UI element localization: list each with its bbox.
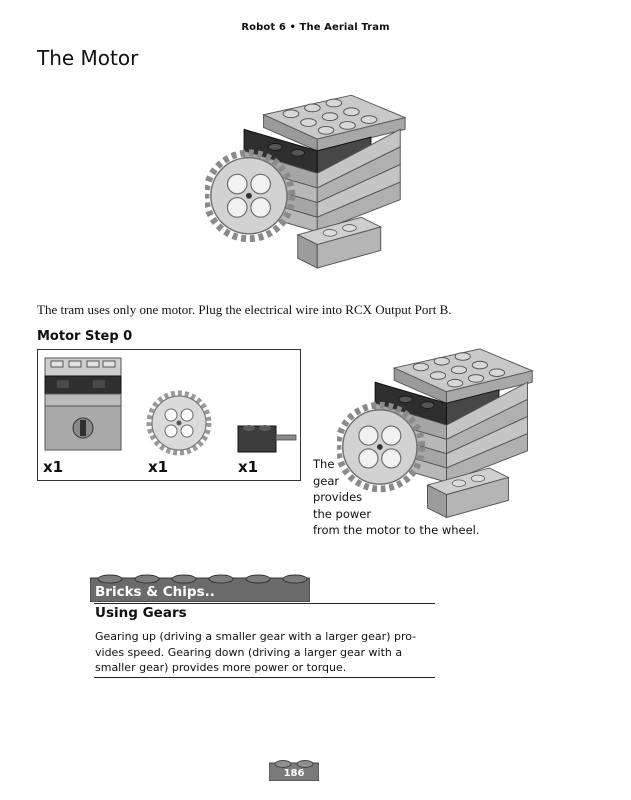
caption-line: from the motor to the wheel. bbox=[313, 523, 480, 537]
caption-line: gear bbox=[313, 473, 340, 488]
motor-assembly-illustration bbox=[205, 88, 410, 283]
sidebar-bottom-rule bbox=[94, 677, 435, 678]
sidebar-top-rule bbox=[94, 603, 435, 604]
gear-quantity: x1 bbox=[148, 458, 169, 476]
caption-line: provides bbox=[313, 490, 363, 504]
plate-quantity: x1 bbox=[238, 458, 259, 476]
sidebar-body-line: vides speed. Gearing down (driving a larger gear with a bbox=[95, 645, 403, 659]
parts-list-box bbox=[37, 349, 301, 481]
page-number: 186 bbox=[283, 768, 305, 779]
intro-paragraph: The tram uses only one motor. Plug the electrical wire into RCX Output Port B. bbox=[37, 302, 452, 317]
sidebar-body-line: smaller gear) provides more power or torque. bbox=[95, 661, 347, 674]
caption-line: The bbox=[313, 457, 335, 471]
sidebar-body bbox=[95, 629, 425, 676]
step-caption bbox=[313, 456, 613, 539]
running-head: Robot 6 • The Aerial Tram bbox=[241, 22, 390, 33]
sidebar-body-line: Gearing up (driving a smaller gear with a larger gear) pro- bbox=[95, 630, 417, 643]
plate-with-axle-icon bbox=[236, 416, 298, 454]
section-title: The Motor bbox=[37, 46, 139, 70]
sidebar-banner-label: Bricks & Chips.. bbox=[95, 584, 215, 600]
sidebar-title: Using Gears bbox=[95, 605, 187, 621]
motor-icon bbox=[43, 356, 123, 454]
step-title: Motor Step 0 bbox=[37, 329, 133, 344]
motor-quantity: x1 bbox=[43, 458, 64, 476]
caption-line: the power bbox=[313, 506, 372, 521]
gear-24-tooth-icon bbox=[146, 390, 212, 456]
